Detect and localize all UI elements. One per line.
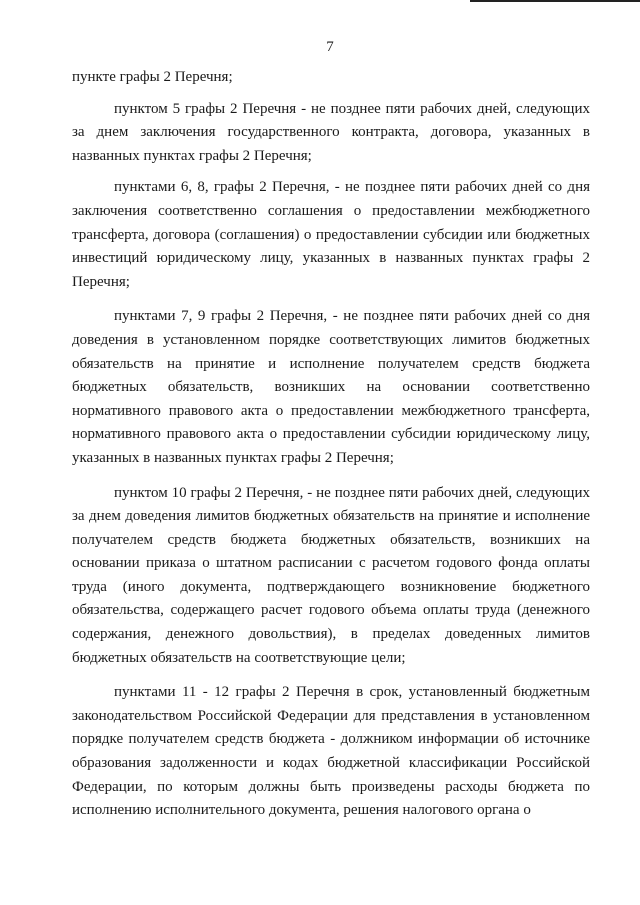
- page-number: 7: [326, 39, 334, 55]
- top-edge-line: [470, 0, 640, 2]
- paragraph-item-10: пунктом 10 графы 2 Перечня, - не позднее пяти рабочих дней, следующих за днем доведения лимитов бюджетных обязательств на принятие и исполнение получателем средств бюджета бюджетных обязательств, возникших на основании приказа о штатном расписании с расчетом годового фонда оплаты труда (иного документа, подтверждающего возникновение бюджетного обязательства, содержащего расчет годового объема оплаты труда (денежного содержания, денежного довольствия), в пределах доведенных лимитов бюджетных обязательств на соответствующие цели;: [72, 484, 590, 666]
- paragraph-items-11-12: пунктами 11 - 12 графы 2 Перечня в срок, установленный бюджетным законодательством Российской Федерации для представления в установленном порядке получателем средств бюджета - должником информации об источнике образования задолженности и кодах бюджетной классификации Российской Федерации, по которым должны быть произведены расходы бюджета по исполнению исполнительного документа, решения налогового органа о: [72, 684, 590, 819]
- paragraph-item-5: пунктом 5 графы 2 Перечня - не позднее пяти рабочих дней, следующих за днем заключения государственного контракта, договора, указанных в названных пунктах графы 2 Перечня;: [72, 100, 590, 164]
- paragraph-continuation: пункте графы 2 Перечня;: [72, 69, 233, 85]
- document-body: [72, 66, 590, 823]
- paragraph-items-6-8: пунктами 6, 8, графы 2 Перечня, - не позднее пяти рабочих дней со дня заключения соответственно соглашения о предоставлении межбюджетного трансферта, договора (соглашения) о предоставлении субсидии или бюджетных инвестиций юридическому лицу, указанных в названных пунктах графы 2 Перечня;: [72, 179, 590, 290]
- paragraph-items-7-9: пунктами 7, 9 графы 2 Перечня, - не позднее пяти рабочих дней со дня доведения в установленном порядке соответствующих лимитов бюджетных обязательств на принятие и исполнение получателем средств бюджета бюджетных обязательств, возникших на основании соответственно нормативного правового акта о предоставлении межбюджетного трансферта, нормативного правового акта о предоставлении субсидии юридическому лицу, указанных в названных пунктах графы 2 Перечня;: [72, 308, 590, 466]
